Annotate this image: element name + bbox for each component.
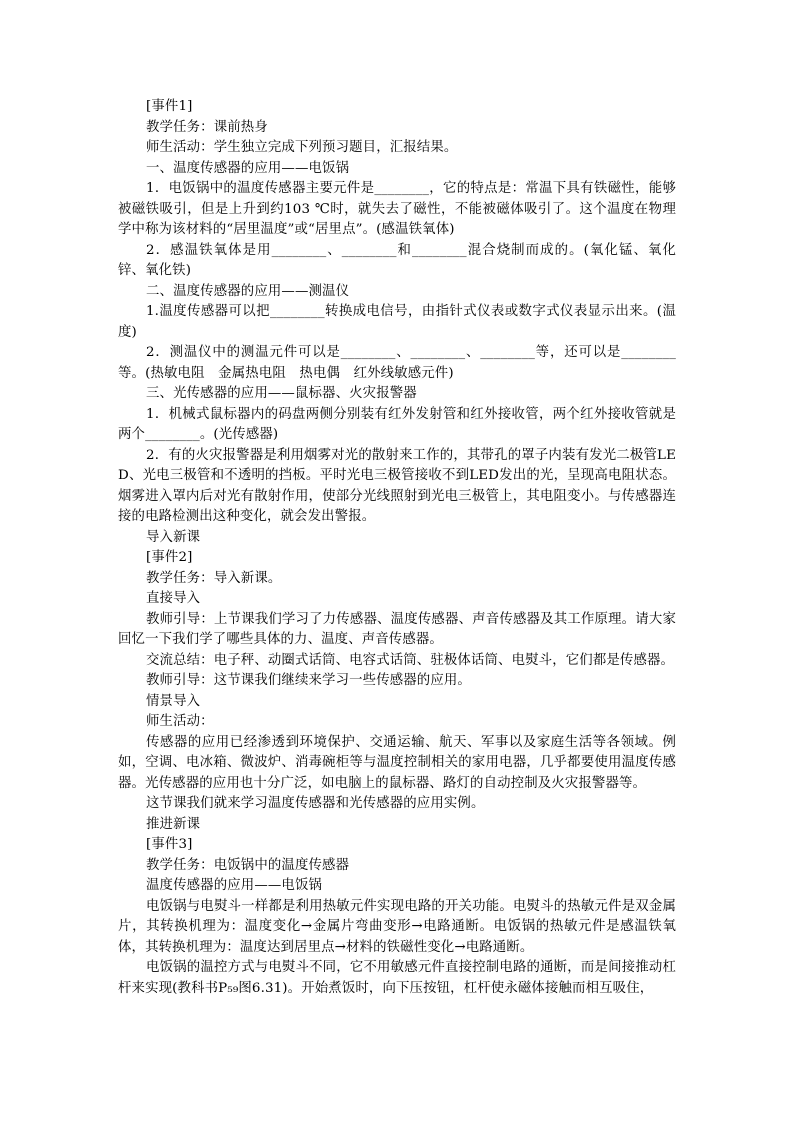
question-3-2: 2．有的火灾报警器是利用烟雾对光的散射来工作的，其带孔的罩子内装有发光二极管LED、光电三极管和不透明的挡板。平时光电三极管接收不到LED发出的光，呈现高电阻状态。烟雾进入罩内后对光有散射作用，使部分光线照射到光电三极管上，其电阻变小。与传感器连接的电路检测出这种变化，就会发出警报。 [118,447,676,524]
question-2-1: 1.温度传感器可以把________转换成电信号，由指针式仪表或数字式仪表显示出来。(温度) [118,304,676,340]
summary-exchange: 交流总结：电子秤、动圈式话筒、电容式话筒、驻极体话筒、电熨斗，它们都是传感器。 [146,652,675,668]
temperature-control-paragraph: 电饭锅的温控方式与电熨斗不同，它不用敏感元件直接控制电路的通断，而是间接推动杠杆来实现(教科书P₅₉图6.31)。开始煮饭时，向下压按钮，杠杆使永磁体接触而相互吸住， [118,960,676,996]
scenario-intro-heading: 情景导入 [146,693,201,709]
advance-lesson-heading: 推进新课 [146,816,201,832]
activity-1: 师生活动：学生独立完成下列预习题目，汇报结果。 [146,140,458,155]
question-3-1: 1．机械式鼠标器内的码盘两侧分别装有红外发射管和红外接收管，两个红外接收管就是两个________。(光传感器) [118,406,676,442]
question-1-2: 2．感温铁氧体是用________、________和________混合烧制而成的。(氧化锰、氧化锌、氧化铁) [118,242,676,278]
event-3-heading: [事件3] [146,837,193,852]
question-1-1: 1．电饭锅中的温度传感器主要元件是________，它的特点是：常温下具有铁磁性，能够被磁铁吸引，但是上升到约103 ℃时，就失去了磁性，不能被磁体吸引了。这个温度在物理学中称为该材料的“居里温度”或“居里点”。(感温铁氧体) [118,181,676,237]
direct-intro-heading: 直接导入 [146,591,201,606]
teaching-task-3: 教学任务：电饭锅中的温度传感器 [146,857,350,873]
teaching-task-1: 教学任务：课前热身 [146,119,268,135]
new-lesson-heading: 导入新课 [146,529,201,545]
teaching-task-2: 教学任务：导入新课。 [146,570,282,586]
section-heading-light-sensor: 三、光传感器的应用——鼠标器、火灾报警器 [146,386,417,401]
lesson-goal-paragraph: 这节课我们就来学习温度传感器和光传感器的应用实例。 [146,796,485,811]
document-body [118,97,676,999]
question-2-2: 2．测温仪中的测温元件可以是________、________、________等，还可以是________等。(热敏电阻 金属热电阻 热电偶 红外线敏感元件) [118,345,676,381]
section-heading-rice-cooker: 一、温度传感器的应用——电饭锅 [146,160,350,176]
teacher-guide-1: 教师引导：上节课我们学习了力传感器、温度传感器、声音传感器及其工作原理。请大家回忆一下我们学了哪些具体的力、温度、声音传感器。 [118,611,676,647]
thermal-element-paragraph: 电饭锅与电熨斗一样都是利用热敏元件实现电路的开关功能。电熨斗的热敏元件是双金属片，其转换机理为：温度变化→金属片弯曲变形→电路通断。电饭锅的热敏元件是感温铁氧体，其转换机理为：温度达到居里点→材料的铁磁性变化→电路通断。 [118,898,676,955]
section-heading-thermometer: 二、温度传感器的应用——测温仪 [146,283,350,299]
sensor-applications-paragraph: 传感器的应用已经渗透到环境保护、交通运输、航天、军事以及家庭生活等各领域。例如，空调、电冰箱、微波炉、消毒碗柜等与温度控制相关的家用电器，几乎都要使用温度传感器。光传感器的应用也十分广泛，如电脑上的鼠标器、路灯的自动控制及火灾报警器等。 [118,734,676,791]
event-1-heading: [事件1] [146,99,193,114]
teacher-guide-2: 教师引导：这节课我们继续来学习一些传感器的应用。 [146,673,471,688]
rice-cooker-subheading: 温度传感器的应用——电饭锅 [146,878,323,893]
activity-2: 师生活动： [146,714,214,729]
event-2-heading: [事件2] [146,550,193,565]
